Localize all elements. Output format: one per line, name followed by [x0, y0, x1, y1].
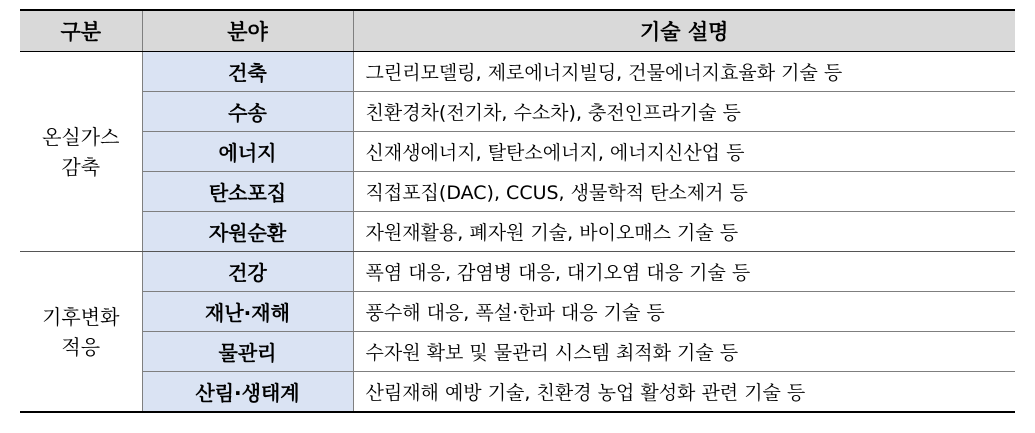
- description-cell: 풍수해 대응, 폭설·한파 대응 기술 등: [353, 292, 1015, 332]
- description-cell: 친환경차(전기차, 수소차), 충전인프라기술 등: [353, 92, 1015, 132]
- field-cell: 물관리: [142, 332, 353, 372]
- description-cell: 신재생에너지, 탈탄소에너지, 에너지신산업 등: [353, 132, 1015, 172]
- field-cell: 에너지: [142, 132, 353, 172]
- description-cell: 직접포집(DAC), CCUS, 생물학적 탄소제거 등: [353, 172, 1015, 212]
- description-cell: 산림재해 예방 기술, 친환경 농업 활성화 관련 기술 등: [353, 372, 1015, 413]
- header-field: 분야: [142, 10, 353, 52]
- field-cell: 자원순환: [142, 212, 353, 252]
- table-row: [20, 372, 1015, 413]
- field-cell: 건축: [142, 52, 353, 92]
- table-row: [20, 52, 1015, 92]
- group-label-adaptation: [20, 252, 142, 413]
- table-row: [20, 332, 1015, 372]
- description-cell: 그린리모델링, 제로에너지빌딩, 건물에너지효율화 기술 등: [353, 52, 1015, 92]
- group-label-text: 기후변화 적응: [42, 304, 120, 359]
- field-cell: 건강: [142, 252, 353, 292]
- header-description: 기술 설명: [353, 10, 1015, 52]
- field-cell: 산림·생태계: [142, 372, 353, 413]
- group-label-mitigation: [20, 52, 142, 252]
- field-cell: 수송: [142, 92, 353, 132]
- description-cell: 폭염 대응, 감염병 대응, 대기오염 대응 기술 등: [353, 252, 1015, 292]
- technology-table: [20, 9, 1015, 413]
- table-row: [20, 212, 1015, 252]
- table-row: [20, 172, 1015, 212]
- table-row: [20, 132, 1015, 172]
- group-label-text: 온실가스 감축: [42, 124, 120, 179]
- description-cell: 수자원 확보 및 물관리 시스템 최적화 기술 등: [353, 332, 1015, 372]
- table-header-row: [20, 10, 1015, 52]
- description-cell: 자원재활용, 폐자원 기술, 바이오매스 기술 등: [353, 212, 1015, 252]
- field-cell: 탄소포집: [142, 172, 353, 212]
- table-row: [20, 292, 1015, 332]
- header-category: 구분: [20, 10, 142, 52]
- field-cell: 재난·재해: [142, 292, 353, 332]
- table-row: [20, 92, 1015, 132]
- table-row: [20, 252, 1015, 292]
